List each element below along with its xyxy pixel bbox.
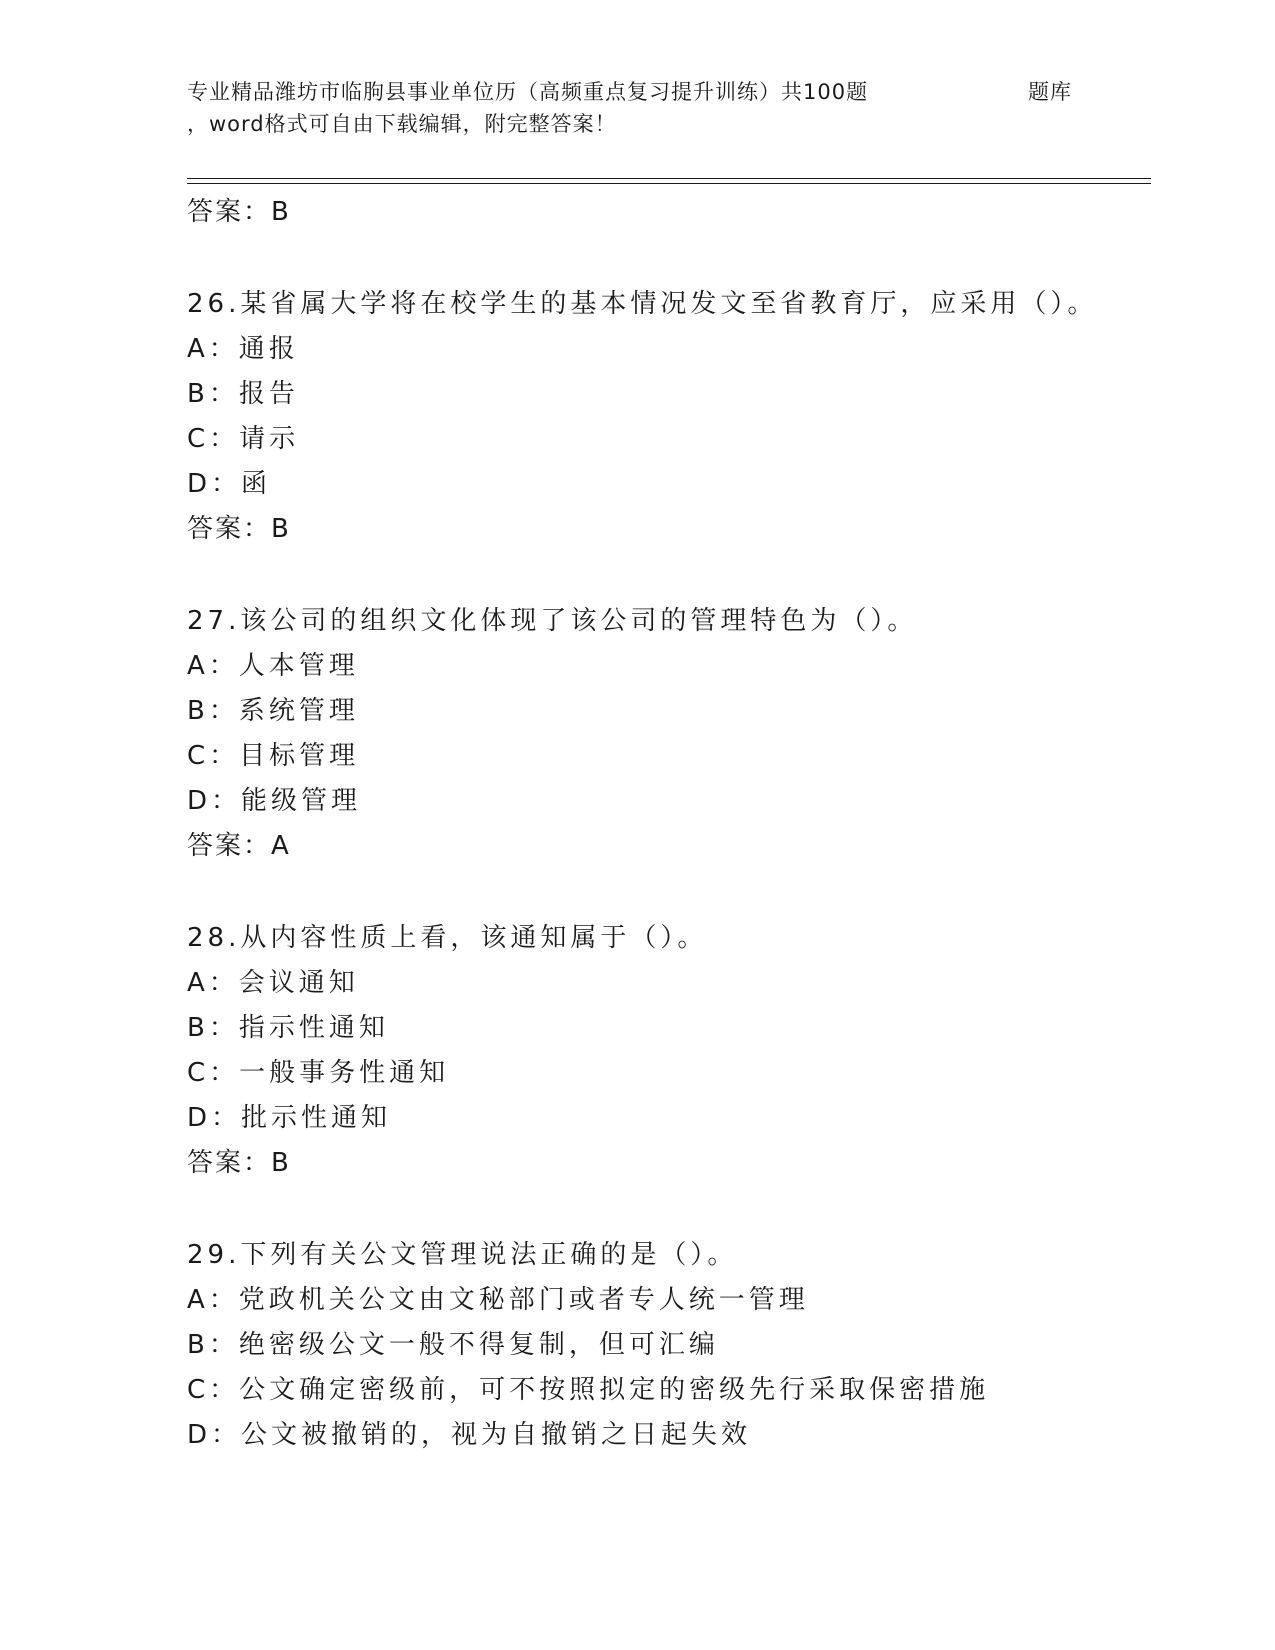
question-block — [187, 1233, 1147, 1458]
header-divider-bottom — [187, 183, 1151, 184]
question-text: 27.该公司的组织文化体现了该公司的管理特色为（）。 — [187, 606, 918, 636]
question-text: 28.从内容性质上看，该通知属于（）。 — [187, 923, 708, 953]
answer-line: 答案：A — [187, 831, 291, 861]
question-text: 26.某省属大学将在校学生的基本情况发文至省教育厅，应采用（）。 — [187, 289, 1098, 319]
answer-line: 答案：B — [187, 197, 291, 227]
header-tag: 题库 — [1028, 80, 1072, 104]
question-block — [187, 916, 1147, 1186]
document-header — [187, 76, 1087, 140]
option-d: D：批示性通知 — [187, 1103, 392, 1133]
option-d: D：能级管理 — [187, 786, 362, 816]
option-a: A：党政机关公文由文秘部门或者专人统一管理 — [187, 1285, 809, 1315]
option-d: D：函 — [187, 469, 272, 499]
option-b: B：绝密级公文一般不得复制，但可汇编 — [187, 1330, 719, 1360]
option-a: A：会议通知 — [187, 968, 359, 998]
option-a: A：人本管理 — [187, 651, 359, 681]
question-text: 29.下列有关公文管理说法正确的是（）。 — [187, 1240, 738, 1270]
header-title-line1: 专业精品潍坊市临朐县事业单位历（高频重点复习提升训练）共100题 — [187, 80, 869, 104]
option-b: B：报告 — [187, 379, 299, 409]
answer-line: 答案：B — [187, 514, 291, 544]
option-c: C：目标管理 — [187, 741, 360, 771]
option-c: C：请示 — [187, 424, 300, 454]
option-c: C：公文确定密级前，可不按照拟定的密级先行采取保密措施 — [187, 1375, 990, 1405]
header-divider-top — [187, 178, 1151, 179]
option-b: B：系统管理 — [187, 696, 359, 726]
option-a: A：通报 — [187, 334, 299, 364]
option-d: D：公文被撤销的，视为自撤销之日起失效 — [187, 1420, 752, 1450]
option-c: C：一般事务性通知 — [187, 1058, 450, 1088]
option-b: B：指示性通知 — [187, 1013, 389, 1043]
question-block — [187, 599, 1147, 869]
answer-line: 答案：B — [187, 1148, 291, 1178]
header-title-line2: ，word格式可自由下载编辑，附完整答案！ — [187, 112, 617, 136]
question-block — [187, 282, 1147, 552]
question-list — [187, 190, 1147, 1458]
